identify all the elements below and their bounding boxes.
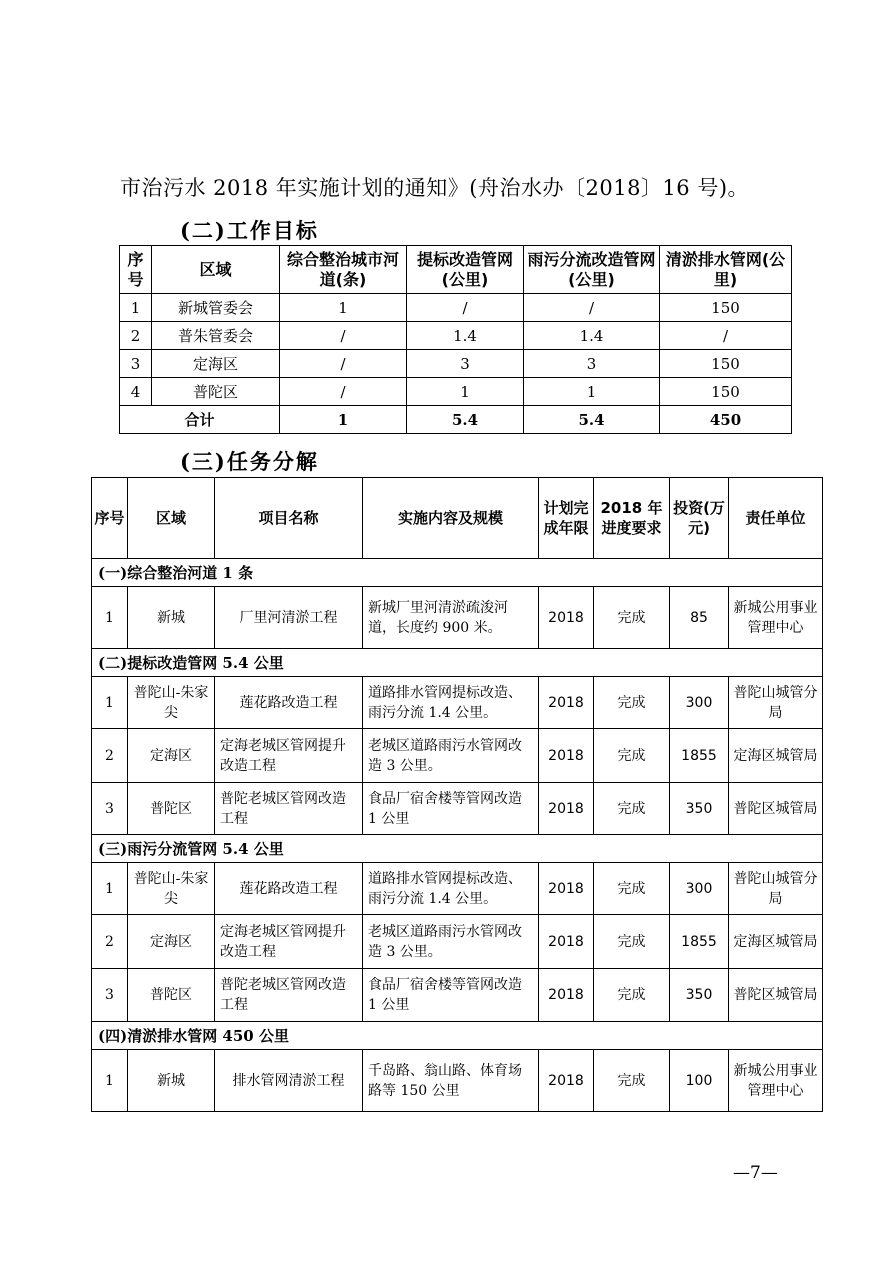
goals-heading: (二)工作目标 <box>180 218 319 243</box>
goals-cell: 定海区 <box>152 350 280 378</box>
task-cell: 1 <box>92 677 128 729</box>
task-cell: 1 <box>92 863 128 915</box>
task-cell: 100 <box>670 1050 729 1112</box>
table-row <box>92 677 823 729</box>
task-cell: 普陀区城管局 <box>729 969 823 1022</box>
goals-header-cell: 雨污分流改造管网(公里) <box>524 246 660 294</box>
goals-cell: / <box>280 322 407 350</box>
table-row <box>92 783 823 835</box>
goals-header-cell: 提标改造管网(公里) <box>407 246 524 294</box>
task-cell: 新城 <box>128 1050 215 1112</box>
task-cell: 300 <box>670 863 729 915</box>
section-header-row <box>92 559 823 587</box>
tasks-header-row <box>92 478 823 559</box>
tasks-header-cell: 序号 <box>92 478 128 559</box>
task-cell: 完成 <box>594 729 670 783</box>
task-cell: 2018 <box>539 587 594 649</box>
task-cell: 排水管网清淤工程 <box>215 1050 363 1112</box>
goals-header-cell: 区域 <box>152 246 280 294</box>
goals-cell: 1.4 <box>407 322 524 350</box>
goals-total-cell: 450 <box>660 406 792 434</box>
task-cell: 2018 <box>539 915 594 969</box>
task-cell: 食品厂宿舍楼等管网改造 1 公里 <box>363 783 539 835</box>
goals-cell: / <box>407 294 524 322</box>
task-cell: 完成 <box>594 587 670 649</box>
task-cell: 2 <box>92 729 128 783</box>
tasks-header-cell: 2018 年进度要求 <box>594 478 670 559</box>
task-cell: 完成 <box>594 915 670 969</box>
goals-header-row <box>120 246 792 294</box>
task-cell: 2018 <box>539 1050 594 1112</box>
task-cell: 普陀区城管局 <box>729 783 823 835</box>
section-header-row <box>92 649 823 677</box>
goals-cell: / <box>280 350 407 378</box>
task-cell: 2018 <box>539 729 594 783</box>
task-cell: 千岛路、翁山路、体育场路等 150 公里 <box>363 1050 539 1112</box>
task-cell: 完成 <box>594 1050 670 1112</box>
task-cell: 完成 <box>594 783 670 835</box>
task-cell: 普陀山-朱家尖 <box>128 863 215 915</box>
goals-total-cell: 1 <box>280 406 407 434</box>
table-row <box>92 863 823 915</box>
task-cell: 新城厂里河清淤疏浚河道，长度约 900 米。 <box>363 587 539 649</box>
goals-cell: 新城管委会 <box>152 294 280 322</box>
goals-cell: / <box>524 294 660 322</box>
section-header-row <box>92 1022 823 1050</box>
task-cell: 莲花路改造工程 <box>215 677 363 729</box>
goals-row <box>120 294 792 322</box>
tasks-header-cell: 项目名称 <box>215 478 363 559</box>
intro-text: 市治污水 2018 年实施计划的通知》(舟治水办〔2018〕16 号)。 <box>120 176 750 200</box>
goals-cell: 150 <box>660 350 792 378</box>
section-title: (二)提标改造管网 5.4 公里 <box>92 649 823 677</box>
task-cell: 定海区 <box>128 915 215 969</box>
goals-row <box>120 378 792 406</box>
task-cell: 1855 <box>670 729 729 783</box>
section-title: (四)清淤排水管网 450 公里 <box>92 1022 823 1050</box>
goals-cell: 1 <box>280 294 407 322</box>
task-cell: 1 <box>92 1050 128 1112</box>
section-header-row <box>92 835 823 863</box>
goals-cell: 普朱管委会 <box>152 322 280 350</box>
goals-cell: 3 <box>120 350 152 378</box>
task-cell: 85 <box>670 587 729 649</box>
goals-cell: 3 <box>407 350 524 378</box>
task-cell: 普陀区 <box>128 969 215 1022</box>
task-cell: 2018 <box>539 783 594 835</box>
goals-cell: 2 <box>120 322 152 350</box>
tasks-header-cell: 实施内容及规模 <box>363 478 539 559</box>
task-cell: 新城公用事业管理中心 <box>729 1050 823 1112</box>
task-cell: 食品厂宿舍楼等管网改造 1 公里 <box>363 969 539 1022</box>
tasks-header-cell: 责任单位 <box>729 478 823 559</box>
task-cell: 老城区道路雨污水管网改造 3 公里。 <box>363 915 539 969</box>
goals-cell: 1 <box>120 294 152 322</box>
goals-header-cell: 综合整治城市河道(条) <box>280 246 407 294</box>
goals-cell: 150 <box>660 378 792 406</box>
goals-header-cell: 清淤排水管网(公里) <box>660 246 792 294</box>
task-cell: 350 <box>670 969 729 1022</box>
tasks-heading: (三)任务分解 <box>180 449 319 474</box>
task-cell: 3 <box>92 783 128 835</box>
task-cell: 老城区道路雨污水管网改造 3 公里。 <box>363 729 539 783</box>
goals-table <box>119 245 792 434</box>
tasks-header-cell: 投资(万元) <box>670 478 729 559</box>
section-title: (一)综合整治河道 1 条 <box>92 559 823 587</box>
tasks-table <box>91 477 823 1112</box>
task-cell: 1 <box>92 587 128 649</box>
goals-header-cell: 序号 <box>120 246 152 294</box>
goals-cell: 1 <box>524 378 660 406</box>
task-cell: 普陀山城管分局 <box>729 863 823 915</box>
goals-cell: 4 <box>120 378 152 406</box>
task-cell: 新城 <box>128 587 215 649</box>
table-row <box>92 587 823 649</box>
task-cell: 莲花路改造工程 <box>215 863 363 915</box>
task-cell: 2018 <box>539 969 594 1022</box>
task-cell: 定海区城管局 <box>729 915 823 969</box>
task-cell: 普陀区 <box>128 783 215 835</box>
goals-cell: 1.4 <box>524 322 660 350</box>
task-cell: 定海老城区管网提升改造工程 <box>215 729 363 783</box>
task-cell: 道路排水管网提标改造、雨污分流 1.4 公里。 <box>363 863 539 915</box>
task-cell: 道路排水管网提标改造、雨污分流 1.4 公里。 <box>363 677 539 729</box>
goals-cell: / <box>280 378 407 406</box>
task-cell: 新城公用事业管理中心 <box>729 587 823 649</box>
task-cell: 定海老城区管网提升改造工程 <box>215 915 363 969</box>
table-row <box>92 915 823 969</box>
task-cell: 2018 <box>539 677 594 729</box>
task-cell: 2 <box>92 915 128 969</box>
tasks-header-cell: 区域 <box>128 478 215 559</box>
goals-total-row <box>120 406 792 434</box>
goals-row <box>120 350 792 378</box>
task-cell: 3 <box>92 969 128 1022</box>
task-cell: 完成 <box>594 677 670 729</box>
goals-cell: 3 <box>524 350 660 378</box>
page-number: —7— <box>733 1163 778 1183</box>
task-cell: 普陀老城区管网改造工程 <box>215 783 363 835</box>
table-row <box>92 969 823 1022</box>
task-cell: 完成 <box>594 863 670 915</box>
goals-cell: 1 <box>407 378 524 406</box>
task-cell: 2018 <box>539 863 594 915</box>
task-cell: 350 <box>670 783 729 835</box>
goals-total-label: 合计 <box>120 406 280 434</box>
task-cell: 1855 <box>670 915 729 969</box>
goals-cell: / <box>660 322 792 350</box>
goals-row <box>120 322 792 350</box>
table-row <box>92 729 823 783</box>
table-row <box>92 1050 823 1112</box>
goals-total-cell: 5.4 <box>524 406 660 434</box>
task-cell: 定海区城管局 <box>729 729 823 783</box>
task-cell: 普陀山城管分局 <box>729 677 823 729</box>
task-cell: 定海区 <box>128 729 215 783</box>
tasks-header-cell: 计划完成年限 <box>539 478 594 559</box>
section-title: (三)雨污分流管网 5.4 公里 <box>92 835 823 863</box>
task-cell: 普陀老城区管网改造工程 <box>215 969 363 1022</box>
task-cell: 完成 <box>594 969 670 1022</box>
goals-total-cell: 5.4 <box>407 406 524 434</box>
goals-cell: 150 <box>660 294 792 322</box>
task-cell: 厂里河清淤工程 <box>215 587 363 649</box>
goals-cell: 普陀区 <box>152 378 280 406</box>
task-cell: 300 <box>670 677 729 729</box>
task-cell: 普陀山-朱家尖 <box>128 677 215 729</box>
